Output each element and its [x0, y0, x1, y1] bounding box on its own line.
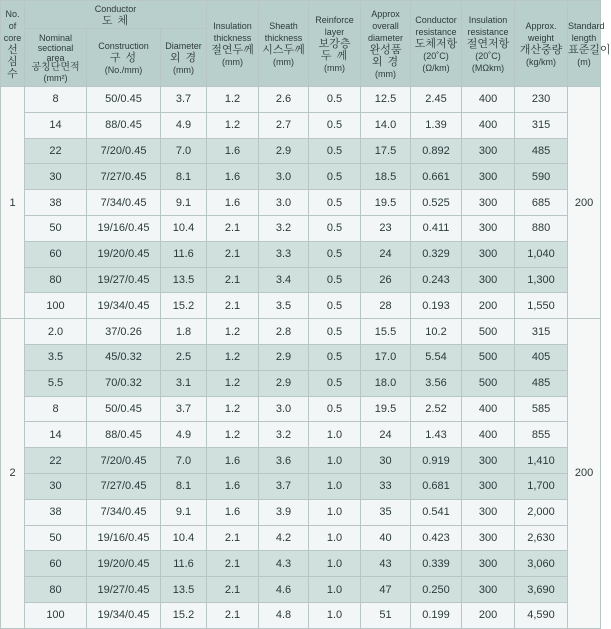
insulation-thickness-cell: 2.1 [207, 551, 259, 577]
table-row [1, 138, 601, 164]
table-row [1, 267, 601, 293]
nominal-area-cell: 80 [25, 577, 87, 603]
reinforce-layer-cell: 0.5 [309, 344, 361, 370]
header-insulation-resistance: Insulation resistance 절연저항 (20˚C) (MΩkm) [462, 1, 515, 87]
reinforce-layer-cell: 1.0 [309, 473, 361, 499]
weight-cell: 2,630 [515, 525, 568, 551]
overall-diameter-cell: 19.5 [361, 190, 411, 216]
insulation-thickness-cell: 2.1 [207, 215, 259, 241]
overall-diameter-cell: 26 [361, 267, 411, 293]
construction-cell: 70/0.32 [87, 370, 161, 396]
header-conductor: Conductor 도 체 [25, 1, 207, 29]
diameter-cell: 10.4 [161, 525, 207, 551]
conductor-resistance-cell: 0.541 [411, 499, 462, 525]
construction-cell: 7/27/0.45 [87, 164, 161, 190]
sheath-thickness-cell: 3.4 [259, 267, 309, 293]
conductor-resistance-cell: 0.411 [411, 215, 462, 241]
overall-diameter-cell: 35 [361, 499, 411, 525]
nominal-area-cell: 22 [25, 448, 87, 474]
weight-cell: 1,700 [515, 473, 568, 499]
header-core-no: No. of core 선 심 수 [1, 1, 25, 87]
header-standard-length: Standard length 표준길이 (m) [568, 1, 601, 87]
header-conductor-resistance: Conductor resistance 도체저항 (20˚C) (Ω/km) [411, 1, 462, 87]
insulation-thickness-cell: 1.6 [207, 190, 259, 216]
overall-diameter-cell: 43 [361, 551, 411, 577]
sheath-thickness-cell: 2.6 [259, 87, 309, 113]
header-reinforce: Reinforce layer 보강층 두 께 (mm) [309, 1, 361, 87]
table-row [1, 396, 601, 422]
insulation-resistance-cell: 300 [462, 525, 515, 551]
table-row [1, 87, 601, 113]
reinforce-layer-cell: 0.5 [309, 190, 361, 216]
construction-cell: 37/0.26 [87, 319, 161, 345]
overall-diameter-cell: 15.5 [361, 319, 411, 345]
table-row [1, 577, 601, 603]
construction-cell: 7/20/0.45 [87, 138, 161, 164]
conductor-resistance-cell: 0.329 [411, 241, 462, 267]
table-row [1, 215, 601, 241]
reinforce-layer-cell: 1.0 [309, 577, 361, 603]
insulation-resistance-cell: 400 [462, 112, 515, 138]
insulation-thickness-cell: 1.2 [207, 87, 259, 113]
overall-diameter-cell: 12.5 [361, 87, 411, 113]
nominal-area-cell: 2.0 [25, 319, 87, 345]
nominal-area-cell: 30 [25, 473, 87, 499]
sheath-thickness-cell: 2.8 [259, 319, 309, 345]
diameter-cell: 3.7 [161, 87, 207, 113]
conductor-resistance-cell: 2.52 [411, 396, 462, 422]
nominal-area-cell: 60 [25, 551, 87, 577]
table-row [1, 241, 601, 267]
insulation-thickness-cell: 2.1 [207, 525, 259, 551]
nominal-area-cell: 8 [25, 87, 87, 113]
conductor-resistance-cell: 10.2 [411, 319, 462, 345]
insulation-resistance-cell: 200 [462, 293, 515, 319]
overall-diameter-cell: 18.0 [361, 370, 411, 396]
conductor-resistance-cell: 0.661 [411, 164, 462, 190]
nominal-area-cell: 100 [25, 293, 87, 319]
weight-cell: 590 [515, 164, 568, 190]
insulation-thickness-cell: 2.1 [207, 241, 259, 267]
sheath-thickness-cell: 3.9 [259, 499, 309, 525]
conductor-resistance-cell: 0.339 [411, 551, 462, 577]
weight-cell: 3,060 [515, 551, 568, 577]
construction-cell: 19/16/0.45 [87, 215, 161, 241]
conductor-resistance-cell: 0.193 [411, 293, 462, 319]
construction-cell: 19/34/0.45 [87, 293, 161, 319]
nominal-area-cell: 30 [25, 164, 87, 190]
sheath-thickness-cell: 4.6 [259, 577, 309, 603]
sheath-thickness-cell: 3.2 [259, 215, 309, 241]
overall-diameter-cell: 51 [361, 602, 411, 628]
conductor-resistance-cell: 1.39 [411, 112, 462, 138]
reinforce-layer-cell: 0.5 [309, 112, 361, 138]
weight-cell: 315 [515, 112, 568, 138]
reinforce-layer-cell: 1.0 [309, 499, 361, 525]
conductor-resistance-cell: 3.56 [411, 370, 462, 396]
weight-cell: 585 [515, 396, 568, 422]
overall-diameter-cell: 24 [361, 422, 411, 448]
weight-cell: 485 [515, 370, 568, 396]
conductor-resistance-cell: 0.892 [411, 138, 462, 164]
weight-cell: 2,000 [515, 499, 568, 525]
table-row [1, 473, 601, 499]
insulation-resistance-cell: 300 [462, 473, 515, 499]
sheath-thickness-cell: 2.9 [259, 138, 309, 164]
nominal-area-cell: 80 [25, 267, 87, 293]
weight-cell: 485 [515, 138, 568, 164]
conductor-resistance-cell: 2.45 [411, 87, 462, 113]
reinforce-layer-cell: 0.5 [309, 241, 361, 267]
nominal-area-cell: 22 [25, 138, 87, 164]
sheath-thickness-cell: 3.2 [259, 422, 309, 448]
core-count-cell: 1 [1, 87, 25, 319]
construction-cell: 19/27/0.45 [87, 267, 161, 293]
reinforce-layer-cell: 0.5 [309, 293, 361, 319]
sheath-thickness-cell: 3.3 [259, 241, 309, 267]
overall-diameter-cell: 19.5 [361, 396, 411, 422]
construction-cell: 7/34/0.45 [87, 190, 161, 216]
diameter-cell: 8.1 [161, 473, 207, 499]
diameter-cell: 13.5 [161, 267, 207, 293]
diameter-cell: 3.1 [161, 370, 207, 396]
header-diameter: Diameter 외 경 (mm) [161, 29, 207, 87]
sheath-thickness-cell: 4.3 [259, 551, 309, 577]
weight-cell: 230 [515, 87, 568, 113]
insulation-resistance-cell: 200 [462, 602, 515, 628]
diameter-cell: 8.1 [161, 164, 207, 190]
overall-diameter-cell: 18.5 [361, 164, 411, 190]
table-row [1, 448, 601, 474]
diameter-cell: 15.2 [161, 293, 207, 319]
construction-cell: 88/0.45 [87, 422, 161, 448]
overall-diameter-cell: 23 [361, 215, 411, 241]
diameter-cell: 15.2 [161, 602, 207, 628]
insulation-thickness-cell: 2.1 [207, 577, 259, 603]
conductor-resistance-cell: 1.43 [411, 422, 462, 448]
reinforce-layer-cell: 0.5 [309, 396, 361, 422]
construction-cell: 19/34/0.45 [87, 602, 161, 628]
table-row [1, 190, 601, 216]
reinforce-layer-cell: 1.0 [309, 551, 361, 577]
diameter-cell: 7.0 [161, 138, 207, 164]
nominal-area-cell: 50 [25, 525, 87, 551]
sheath-thickness-cell: 2.9 [259, 370, 309, 396]
overall-diameter-cell: 33 [361, 473, 411, 499]
diameter-cell: 9.1 [161, 499, 207, 525]
insulation-resistance-cell: 300 [462, 241, 515, 267]
insulation-resistance-cell: 300 [462, 551, 515, 577]
construction-cell: 19/20/0.45 [87, 551, 161, 577]
weight-cell: 1,550 [515, 293, 568, 319]
table-row [1, 422, 601, 448]
sheath-thickness-cell: 3.5 [259, 293, 309, 319]
construction-cell: 7/27/0.45 [87, 473, 161, 499]
diameter-cell: 4.9 [161, 112, 207, 138]
table-header [1, 1, 611, 87]
construction-cell: 19/27/0.45 [87, 577, 161, 603]
table-body [1, 87, 601, 629]
table-row [1, 164, 601, 190]
insulation-resistance-cell: 300 [462, 448, 515, 474]
sheath-thickness-cell: 2.9 [259, 344, 309, 370]
conductor-resistance-cell: 0.681 [411, 473, 462, 499]
insulation-resistance-cell: 400 [462, 422, 515, 448]
table-row [1, 499, 601, 525]
insulation-thickness-cell: 1.2 [207, 370, 259, 396]
diameter-cell: 7.0 [161, 448, 207, 474]
construction-cell: 19/16/0.45 [87, 525, 161, 551]
diameter-cell: 2.5 [161, 344, 207, 370]
diameter-cell: 4.9 [161, 422, 207, 448]
table-row [1, 551, 601, 577]
insulation-resistance-cell: 300 [462, 138, 515, 164]
table-row [1, 525, 601, 551]
reinforce-layer-cell: 0.5 [309, 267, 361, 293]
insulation-resistance-cell: 300 [462, 267, 515, 293]
insulation-thickness-cell: 1.6 [207, 473, 259, 499]
nominal-area-cell: 100 [25, 602, 87, 628]
diameter-cell: 1.8 [161, 319, 207, 345]
weight-cell: 1,040 [515, 241, 568, 267]
diameter-cell: 3.7 [161, 396, 207, 422]
insulation-resistance-cell: 500 [462, 319, 515, 345]
nominal-area-cell: 38 [25, 190, 87, 216]
conductor-resistance-cell: 0.250 [411, 577, 462, 603]
conductor-resistance-cell: 0.199 [411, 602, 462, 628]
reinforce-layer-cell: 0.5 [309, 164, 361, 190]
insulation-thickness-cell: 1.6 [207, 138, 259, 164]
sheath-thickness-cell: 4.8 [259, 602, 309, 628]
diameter-cell: 11.6 [161, 551, 207, 577]
reinforce-layer-cell: 1.0 [309, 602, 361, 628]
reinforce-layer-cell: 1.0 [309, 448, 361, 474]
weight-cell: 4,590 [515, 602, 568, 628]
overall-diameter-cell: 17.0 [361, 344, 411, 370]
construction-cell: 7/34/0.45 [87, 499, 161, 525]
table-row [1, 319, 601, 345]
insulation-thickness-cell: 1.2 [207, 396, 259, 422]
overall-diameter-cell: 30 [361, 448, 411, 474]
table-row [1, 602, 601, 628]
sheath-thickness-cell: 3.0 [259, 396, 309, 422]
insulation-thickness-cell: 1.2 [207, 344, 259, 370]
nominal-area-cell: 8 [25, 396, 87, 422]
table-row [1, 370, 601, 396]
weight-cell: 880 [515, 215, 568, 241]
insulation-thickness-cell: 1.2 [207, 319, 259, 345]
insulation-resistance-cell: 400 [462, 87, 515, 113]
conductor-resistance-cell: 0.423 [411, 525, 462, 551]
construction-cell: 50/0.45 [87, 87, 161, 113]
sheath-thickness-cell: 4.2 [259, 525, 309, 551]
diameter-cell: 10.4 [161, 215, 207, 241]
insulation-resistance-cell: 500 [462, 370, 515, 396]
weight-cell: 405 [515, 344, 568, 370]
diameter-cell: 13.5 [161, 577, 207, 603]
construction-cell: 50/0.45 [87, 396, 161, 422]
reinforce-layer-cell: 0.5 [309, 319, 361, 345]
nominal-area-cell: 5.5 [25, 370, 87, 396]
weight-cell: 3,690 [515, 577, 568, 603]
insulation-resistance-cell: 300 [462, 190, 515, 216]
diameter-cell: 9.1 [161, 190, 207, 216]
nominal-area-cell: 14 [25, 422, 87, 448]
conductor-resistance-cell: 0.243 [411, 267, 462, 293]
core-count-cell: 2 [1, 319, 25, 629]
overall-diameter-cell: 14.0 [361, 112, 411, 138]
standard-length-cell: 200 [568, 319, 601, 629]
nominal-area-cell: 60 [25, 241, 87, 267]
insulation-resistance-cell: 300 [462, 164, 515, 190]
construction-cell: 19/20/0.45 [87, 241, 161, 267]
construction-cell: 45/0.32 [87, 344, 161, 370]
header-weight: Approx. weight 개산중량 (kg/km) [515, 1, 568, 87]
header-nominal-area: Nominal sectional area 공칭단면적 (mm²) [25, 29, 87, 87]
overall-diameter-cell: 17.5 [361, 138, 411, 164]
table-row [1, 293, 601, 319]
reinforce-layer-cell: 1.0 [309, 422, 361, 448]
nominal-area-cell: 38 [25, 499, 87, 525]
header-sheath: Sheath thickness 시스두께 (mm) [259, 1, 309, 87]
overall-diameter-cell: 28 [361, 293, 411, 319]
insulation-thickness-cell: 2.1 [207, 602, 259, 628]
nominal-area-cell: 14 [25, 112, 87, 138]
reinforce-layer-cell: 0.5 [309, 138, 361, 164]
insulation-resistance-cell: 300 [462, 499, 515, 525]
table-row [1, 112, 601, 138]
nominal-area-cell: 3.5 [25, 344, 87, 370]
insulation-thickness-cell: 1.2 [207, 422, 259, 448]
weight-cell: 685 [515, 190, 568, 216]
sheath-thickness-cell: 3.7 [259, 473, 309, 499]
insulation-thickness-cell: 1.6 [207, 164, 259, 190]
reinforce-layer-cell: 0.5 [309, 215, 361, 241]
insulation-resistance-cell: 500 [462, 344, 515, 370]
sheath-thickness-cell: 3.6 [259, 448, 309, 474]
weight-cell: 1,410 [515, 448, 568, 474]
insulation-thickness-cell: 2.1 [207, 267, 259, 293]
insulation-resistance-cell: 300 [462, 577, 515, 603]
construction-cell: 88/0.45 [87, 112, 161, 138]
reinforce-layer-cell: 0.5 [309, 87, 361, 113]
standard-length-cell: 200 [568, 87, 601, 319]
insulation-resistance-cell: 300 [462, 215, 515, 241]
weight-cell: 315 [515, 319, 568, 345]
overall-diameter-cell: 24 [361, 241, 411, 267]
reinforce-layer-cell: 0.5 [309, 370, 361, 396]
insulation-thickness-cell: 2.1 [207, 293, 259, 319]
conductor-resistance-cell: 5.54 [411, 344, 462, 370]
conductor-resistance-cell: 0.919 [411, 448, 462, 474]
insulation-thickness-cell: 1.6 [207, 448, 259, 474]
insulation-resistance-cell: 400 [462, 396, 515, 422]
reinforce-layer-cell: 1.0 [309, 525, 361, 551]
conductor-resistance-cell: 0.525 [411, 190, 462, 216]
diameter-cell: 11.6 [161, 241, 207, 267]
table-row [1, 344, 601, 370]
insulation-thickness-cell: 1.6 [207, 499, 259, 525]
insulation-thickness-cell: 1.2 [207, 112, 259, 138]
header-overall-diameter: Approx overall diameter 완성품 외 경 (mm) [361, 1, 411, 87]
sheath-thickness-cell: 3.0 [259, 190, 309, 216]
header-construction: Construction 구 성 (No./mm) [87, 29, 161, 87]
sheath-thickness-cell: 3.0 [259, 164, 309, 190]
nominal-area-cell: 50 [25, 215, 87, 241]
overall-diameter-cell: 47 [361, 577, 411, 603]
weight-cell: 855 [515, 422, 568, 448]
construction-cell: 7/20/0.45 [87, 448, 161, 474]
overall-diameter-cell: 40 [361, 525, 411, 551]
header-insulation: Insulation thickness 절연두께 (mm) [207, 1, 259, 87]
sheath-thickness-cell: 2.7 [259, 112, 309, 138]
weight-cell: 1,300 [515, 267, 568, 293]
